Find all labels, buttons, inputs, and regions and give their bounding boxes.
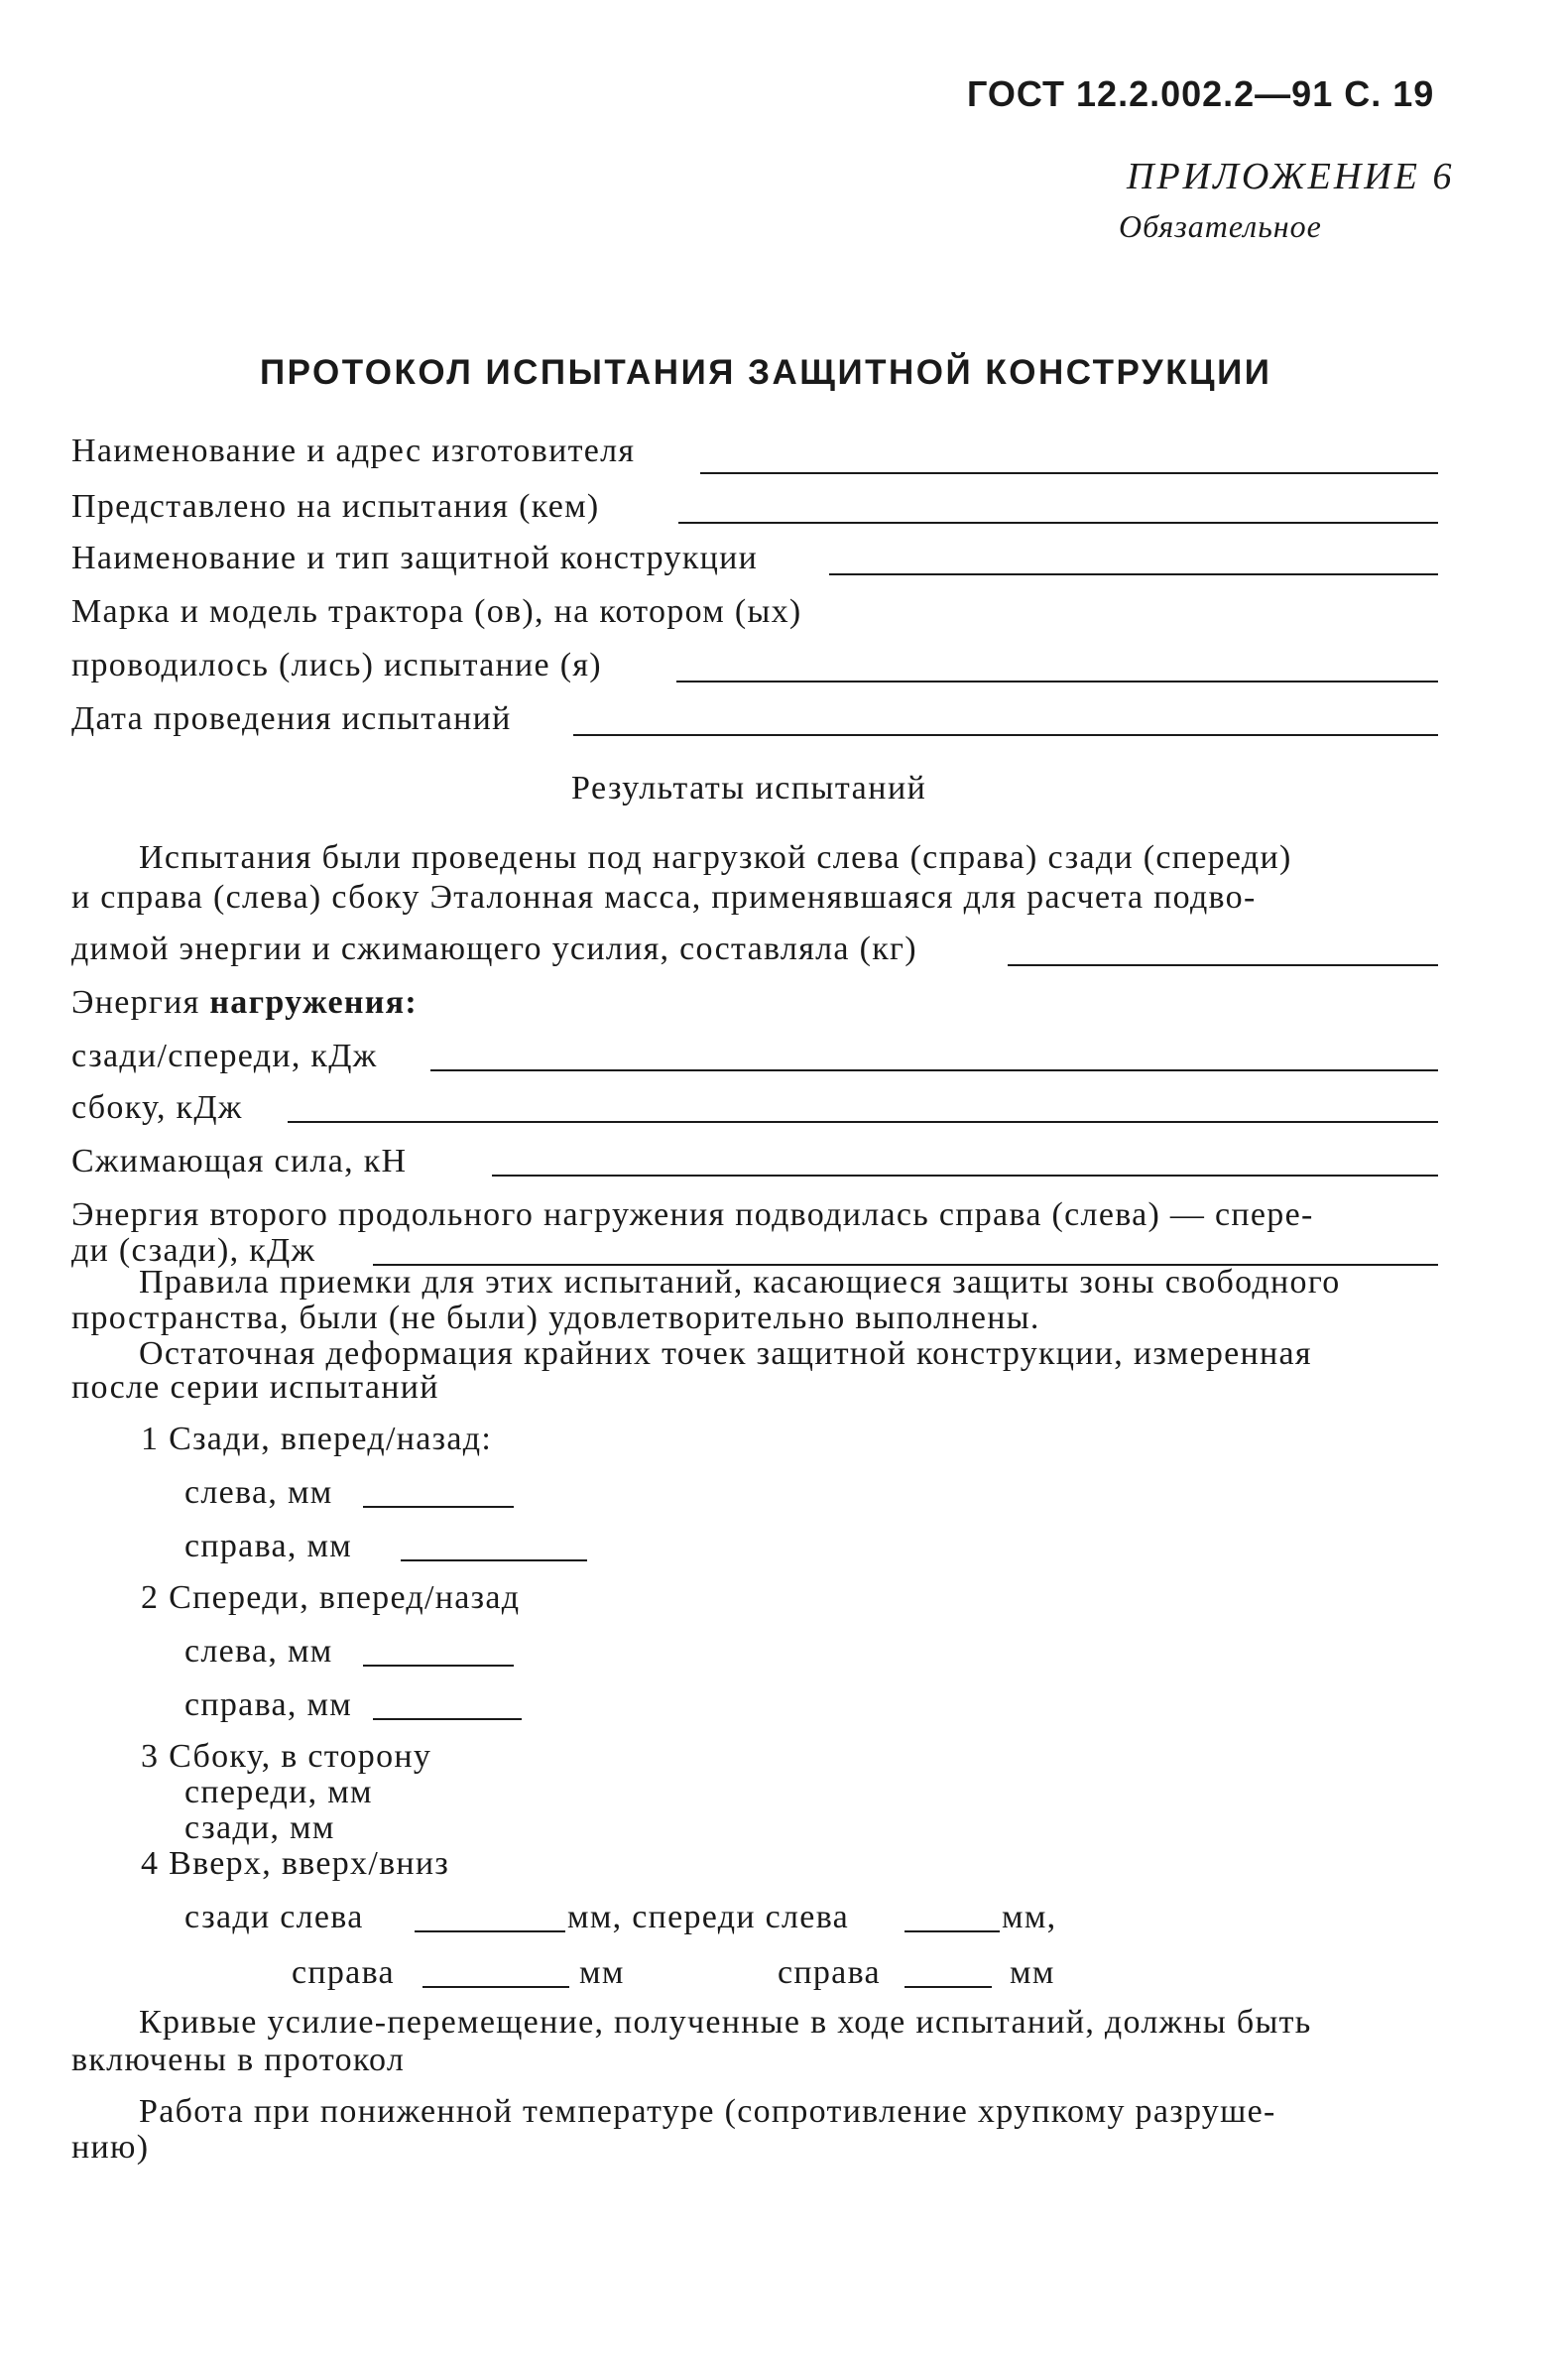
field-label-rear-front-energy: сзади/спереди, кДж xyxy=(71,1038,378,1074)
item-1-right-label: справа, мм xyxy=(184,1528,353,1564)
item-3-title: 3 Сбоку, в сторону xyxy=(141,1738,432,1775)
field-blank-item-4-front-left[interactable] xyxy=(905,1930,1000,1932)
item-4-rear-right-label: справа xyxy=(292,1954,395,1991)
field-label-test-date: Дата проведения испытаний xyxy=(71,700,512,737)
item-4-unit-1: мм, xyxy=(1002,1899,1057,1935)
item-4-title: 4 Вверх, вверх/вниз xyxy=(141,1845,450,1882)
field-blank-item-1-left[interactable] xyxy=(363,1506,514,1508)
appendix-label: ПРИЛОЖЕНИЕ 6 xyxy=(1127,156,1455,197)
field-label-side-energy: сбоку, кДж xyxy=(71,1089,243,1126)
item-4-front-right-label: справа xyxy=(778,1954,881,1991)
field-label-tractor-brand-cont: проводилось (лись) испытание (я) xyxy=(71,647,602,683)
field-blank-rear-front-energy[interactable] xyxy=(430,1069,1438,1071)
energy-heading-bold: нагружения: xyxy=(209,984,418,1021)
results-paragraph-line-2: и справа (слева) сбоку Эталонная масса, применявшаяся для расчета подво- xyxy=(71,879,1257,916)
field-blank-item-4-front-right[interactable] xyxy=(905,1986,992,1988)
page-title: ПРОТОКОЛ ИСПЫТАНИЯ ЗАЩИТНОЙ КОНСТРУКЦИИ xyxy=(260,353,1272,392)
deformation-line-1: Остаточная деформация крайних точек защитной конструкции, измеренная xyxy=(139,1335,1312,1372)
field-blank-tractor-brand[interactable] xyxy=(676,681,1438,683)
item-4-rear-left-label: сзади слева xyxy=(184,1899,364,1935)
second-loading-line-2: ди (сзади), кДж xyxy=(71,1232,316,1269)
field-blank-item-2-left[interactable] xyxy=(363,1665,514,1667)
field-label-tractor-brand: Марка и модель трактора (ов), на котором (ых) xyxy=(71,593,802,630)
item-3-front-label: спереди, мм xyxy=(184,1774,373,1810)
field-label-submitted-by: Представлено на испытания (кем) xyxy=(71,488,600,525)
field-blank-item-4-rear-right[interactable] xyxy=(422,1986,569,1988)
rules-line-1: Правила приемки для этих испытаний, касающиеся защиты зоны свободного xyxy=(139,1264,1341,1301)
rules-line-2: пространства, были (не были) удовлетворительно выполнены. xyxy=(71,1300,1040,1336)
field-blank-structure-type[interactable] xyxy=(829,573,1438,575)
field-blank-side-energy[interactable] xyxy=(288,1121,1438,1123)
field-blank-test-date[interactable] xyxy=(573,734,1438,736)
results-paragraph-line-1: Испытания были проведены под нагрузкой слева (справа) сзади (спереди) xyxy=(139,839,1292,876)
item-2-left-label: слева, мм xyxy=(184,1633,333,1670)
energy-heading xyxy=(71,984,418,1022)
energy-heading-text: Энергия xyxy=(71,984,210,1021)
field-label-compress-force: Сжимающая сила, кН xyxy=(71,1143,408,1179)
results-heading: Результаты испытаний xyxy=(571,770,927,807)
field-blank-item-1-right[interactable] xyxy=(401,1559,587,1561)
item-1-left-label: слева, мм xyxy=(184,1474,333,1511)
field-blank-reference-mass[interactable] xyxy=(1008,964,1438,966)
field-blank-manufacturer[interactable] xyxy=(700,472,1438,474)
field-blank-item-2-right[interactable] xyxy=(373,1718,522,1720)
item-4-unit-3: мм xyxy=(1010,1954,1055,1991)
field-blank-compress-force[interactable] xyxy=(492,1175,1438,1177)
item-4-unit-2: мм xyxy=(579,1954,625,1991)
field-label-structure-type: Наименование и тип защитной конструкции xyxy=(71,540,759,576)
results-paragraph-line-3: димой энергии и сжимающего усилия, составляла (кг) xyxy=(71,931,917,967)
document-code: ГОСТ 12.2.002.2—91 С. 19 xyxy=(967,73,1435,114)
curves-line-2: включены в протокол xyxy=(71,2042,406,2078)
field-blank-item-4-rear-left[interactable] xyxy=(415,1930,565,1932)
second-loading-line-1: Энергия второго продольного нагружения подводилась справа (слева) — спере- xyxy=(71,1196,1314,1233)
item-1-title: 1 Сзади, вперед/назад: xyxy=(141,1421,493,1457)
curves-line-1: Кривые усилие-перемещение, полученные в ходе испытаний, должны быть xyxy=(139,2004,1312,2041)
deformation-line-2: после серии испытаний xyxy=(71,1369,439,1406)
cold-temperature-line-1: Работа при пониженной температуре (сопротивление хрупкому разруше- xyxy=(139,2093,1276,2130)
field-blank-submitted-by[interactable] xyxy=(678,522,1438,524)
cold-temperature-line-2: нию) xyxy=(71,2129,150,2166)
field-label-manufacturer: Наименование и адрес изготовителя xyxy=(71,433,636,469)
item-2-right-label: справа, мм xyxy=(184,1686,353,1723)
appendix-status: Обязательное xyxy=(1119,208,1322,244)
item-4-front-left-label: мм, спереди слева xyxy=(567,1899,849,1935)
item-3-rear-label: сзади, мм xyxy=(184,1809,335,1846)
item-2-title: 2 Спереди, вперед/назад xyxy=(141,1579,521,1616)
